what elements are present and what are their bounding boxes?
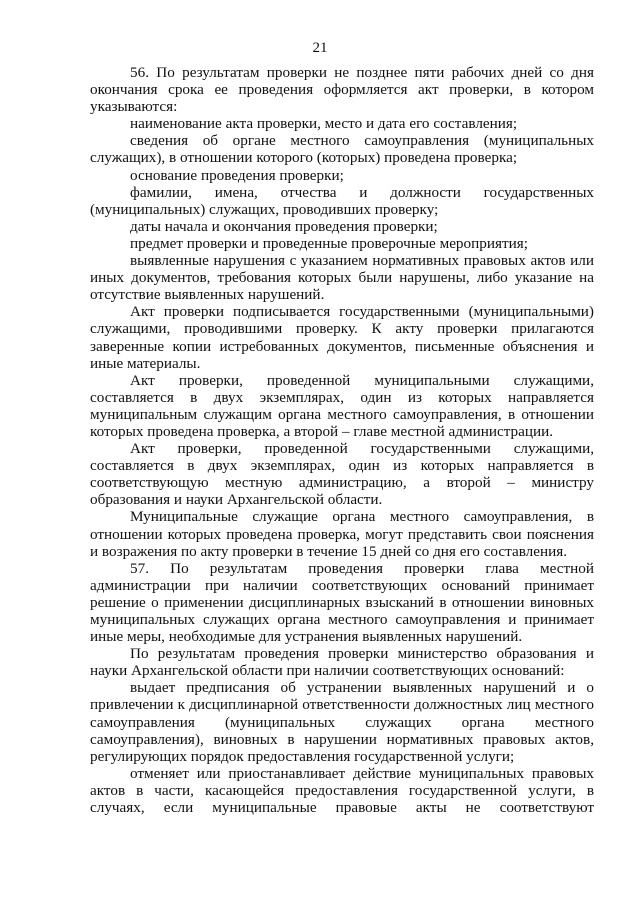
list-item-violations: выявленные нарушения с указанием нормативных правовых актов или иных документов, требования которых были нарушены, либо указание на отсутствие выявленных нарушений. (90, 252, 594, 304)
paragraph-act-state: Акт проверки, проведенной государственными служащими, составляется в двух экземплярах, один из которых направляется в соответствующую местную администрацию, а второй – министру образования и науки Архангельской области. (90, 440, 594, 509)
list-item-suspension: отменяет или приостанавливает действие муниципальных правовых актов в части, касающейся предоставления государственной услуги, в случаях, если муниципальные правовые акты не соответствуют (90, 764, 594, 817)
paragraph-act-signing: Акт проверки подписывается государственными (муниципальными) служащими, проводившими проверку. К акту проверки прилагаются заверенные копии истребованных документов, письменные объяснения и иные материалы. (90, 303, 594, 372)
list-item-inspection-basis: основание проведения проверки; (130, 166, 344, 184)
list-item-dates: даты начала и окончания проведения проверки; (130, 217, 438, 235)
paragraph-56-intro: 56. По результатам проверки не позднее пяти рабочих дней со дня окончания срока ее проведения оформляется акт проверки, в котором указываются: (90, 64, 594, 116)
paragraph-ministry-measures: По результатам проведения проверки министерство образования и науки Архангельской области при наличии соответствующих оснований: (90, 645, 594, 680)
list-item-authority-info: сведения об органе местного самоуправления (муниципальных служащих), в отношении которого (которых) проведена проверка; (90, 132, 594, 167)
paragraph-act-municipal: Акт проверки, проведенной муниципальными служащими, составляется в двух экземплярах, один из которых направляется муниципальным служащим органа местного самоуправления, в отношении которых проведена проверка, а второй – главе местной администрации. (90, 371, 594, 440)
page-number: 21 (312, 40, 328, 56)
list-item-act-name: наименование акта проверки, место и дата его составления; (130, 115, 518, 133)
document-body (90, 64, 594, 816)
list-item-inspectors: фамилии, имена, отчества и должности государственных (муниципальных) служащих, проводивших проверку; (90, 183, 594, 218)
paragraph-objections: Муниципальные служащие органа местного самоуправления, в отношении которых проведена проверка, могут представить свои пояснения и возражения по акту проверки в течение 15 дней со дня его составления. (90, 508, 594, 560)
paragraph-57: 57. По результатам проведения проверки глава местной администрации при наличии соответствующих оснований принимает решение о применении дисциплинарных взысканий в отношении виновных муниципальных служащих органа местного самоуправления и принимает иные меры, необходимые для устранения выявленных нарушений. (90, 559, 594, 646)
list-item-subject: предмет проверки и проведенные проверочные мероприятия; (130, 234, 528, 252)
list-item-orders: выдает предписания об устранении выявленных нарушений и о привлечении к дисциплинарной ответственности должностных лиц местного самоуправления (муниципальных служащих органа местного самоуправления), виновных в нарушении нормативных правовых актов, регулирующих порядок предоставления государственной услуги; (90, 679, 594, 765)
